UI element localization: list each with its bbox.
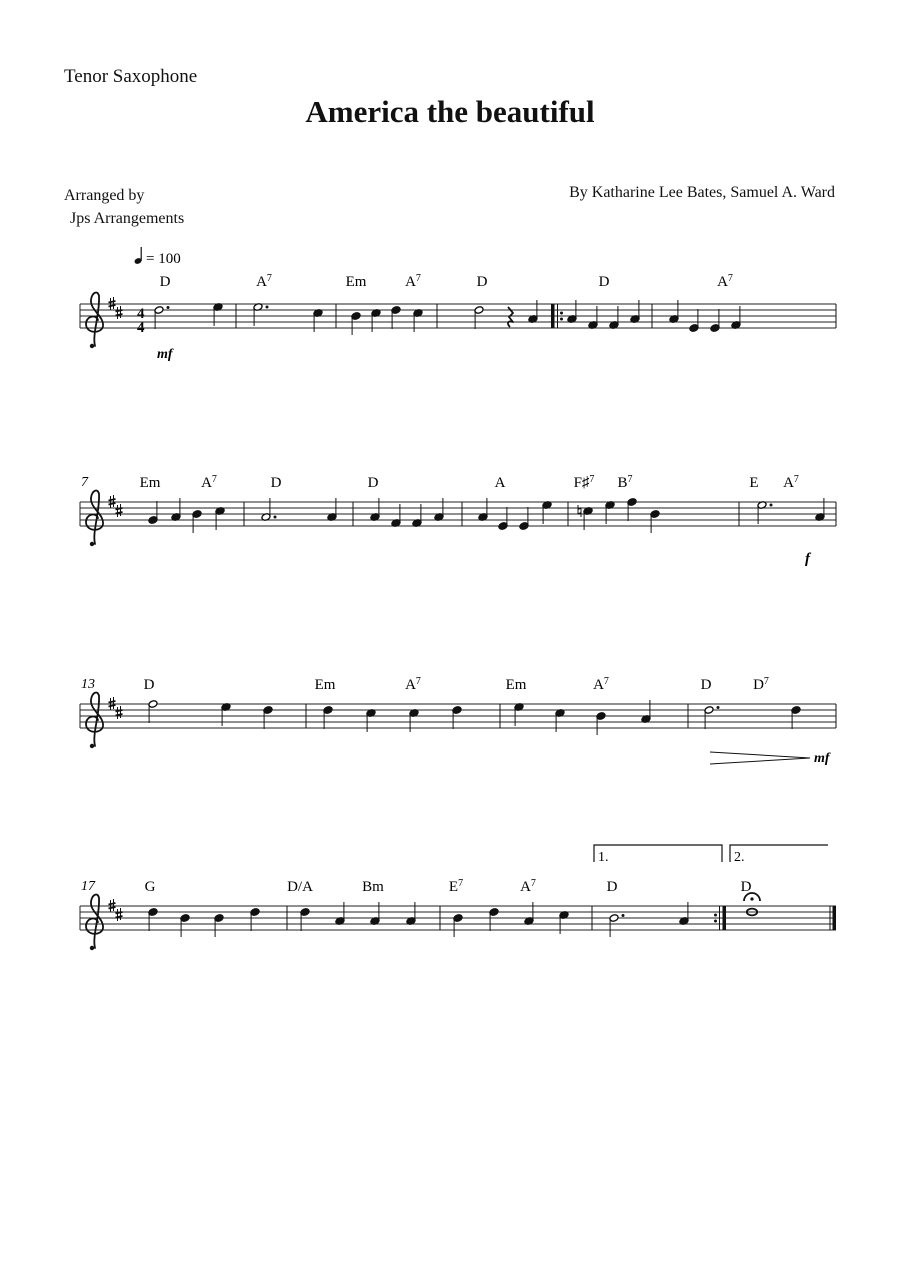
chord-symbol: $A^7$ xyxy=(717,273,733,290)
note-quarter xyxy=(627,498,637,521)
note-quarter xyxy=(409,709,419,732)
note-half xyxy=(261,498,277,521)
fermata xyxy=(744,893,760,901)
chord-symbol: Em xyxy=(139,475,161,491)
chord-symbol: D xyxy=(143,677,155,693)
chord-symbol: F♯$^7$ xyxy=(573,474,595,491)
chord-symbol: $A^7$ xyxy=(783,474,799,491)
chord-symbol: $B^7$ xyxy=(617,474,633,491)
chord-symbol: D/A xyxy=(287,879,313,895)
key-signature-f-sharp xyxy=(109,297,116,310)
measure-number-17: 17 xyxy=(81,879,95,894)
treble-clef-tail xyxy=(90,542,94,546)
note-quarter xyxy=(371,309,381,332)
note-quarter xyxy=(406,902,416,925)
note-quarter xyxy=(630,300,640,323)
chord-symbol: D xyxy=(598,274,610,290)
augmentation-dot xyxy=(770,504,773,507)
note-quarter xyxy=(391,504,401,527)
arranger-line-1: Arranged by xyxy=(64,187,145,204)
note-half xyxy=(757,501,773,524)
note-half xyxy=(154,306,170,329)
chord-row-system-3 xyxy=(144,676,769,693)
note-quarter xyxy=(335,902,345,925)
treble-clef-tail xyxy=(90,344,94,348)
treble-clef xyxy=(86,693,103,746)
note-quarter xyxy=(453,914,463,937)
note-quarter xyxy=(731,306,741,329)
chord-symbol: Em xyxy=(345,274,367,290)
note-quarter xyxy=(489,908,499,931)
chord-symbol: D xyxy=(367,475,379,491)
note-quarter xyxy=(524,902,534,925)
note-quarter xyxy=(214,914,224,937)
key-signature-f-sharp xyxy=(109,495,116,508)
dynamic-forte: f xyxy=(805,551,810,567)
chord-symbol: Bm xyxy=(362,879,384,895)
note-quarter xyxy=(669,300,679,323)
instrument-name: Tenor Saxophone xyxy=(64,66,198,87)
note-quarter xyxy=(689,309,699,332)
chord-symbol: $A^7$ xyxy=(256,273,272,290)
note-quarter xyxy=(434,498,444,521)
key-signature-f-sharp xyxy=(109,899,116,912)
chord-symbol: Em xyxy=(505,677,527,693)
arranger-line-2: Jps Arrangements xyxy=(70,210,185,227)
composer-credit: By Katharine Lee Bates, Samuel A. Ward xyxy=(569,184,835,201)
note-quarter xyxy=(412,504,422,527)
note-quarter xyxy=(650,510,660,533)
chord-symbol: D xyxy=(476,274,488,290)
measure-number-13: 13 xyxy=(81,677,95,692)
treble-clef xyxy=(86,491,103,544)
chord-symbol: $A^7$ xyxy=(405,273,421,290)
measure-number-7: 7 xyxy=(81,475,88,490)
note-quarter xyxy=(313,309,323,332)
note-quarter xyxy=(180,914,190,937)
note-half xyxy=(148,700,158,723)
note-quarter xyxy=(609,306,619,329)
chord-symbol: $A^7$ xyxy=(201,474,217,491)
chord-row-system-2 xyxy=(140,474,799,491)
decrescendo-hairpin xyxy=(710,752,810,764)
notes xyxy=(148,300,836,937)
note-quarter xyxy=(221,703,231,726)
note-quarter xyxy=(519,507,529,530)
natural-sign xyxy=(578,505,581,517)
note-quarter xyxy=(213,303,223,326)
note-quarter xyxy=(192,510,202,533)
augmentation-dot xyxy=(717,706,720,709)
note-quarter xyxy=(452,706,462,729)
chord-symbol: D xyxy=(700,677,712,693)
note-quarter xyxy=(605,501,615,524)
note-quarter xyxy=(679,902,689,925)
treble-clef-tail xyxy=(90,744,94,748)
chord-symbol: D xyxy=(270,475,282,491)
treble-clef xyxy=(86,293,103,346)
note-quarter xyxy=(559,911,569,934)
note-quarter xyxy=(351,312,361,335)
chord-symbol: G xyxy=(144,879,156,895)
note-half xyxy=(474,306,484,329)
staff-system-3 xyxy=(80,693,836,749)
tempo-marking xyxy=(134,247,181,267)
note-quarter xyxy=(514,703,524,726)
tempo-text: = 100 xyxy=(146,251,181,267)
treble-clef xyxy=(86,895,103,948)
note-half xyxy=(609,914,625,937)
first-ending-label: 1. xyxy=(598,850,609,865)
note-quarter xyxy=(148,908,158,931)
key-signature-c-sharp xyxy=(116,706,123,719)
note-quarter xyxy=(791,706,801,729)
key-signature-c-sharp xyxy=(116,504,123,517)
dynamic-mf-end: mf xyxy=(814,751,830,766)
note-quarter xyxy=(641,700,651,723)
time-signature-bottom: 4 xyxy=(137,320,145,336)
second-ending-label: 2. xyxy=(734,850,745,865)
chord-symbol: D xyxy=(159,274,171,290)
chord-symbol: Em xyxy=(314,677,336,693)
note-half xyxy=(253,303,269,326)
second-ending-bracket xyxy=(730,845,828,862)
note-quarter xyxy=(300,908,310,931)
note-quarter xyxy=(596,712,606,735)
note-quarter xyxy=(215,507,225,530)
note-quarter xyxy=(263,706,273,729)
note-quarter xyxy=(588,306,598,329)
chord-symbol: D xyxy=(740,879,752,895)
first-ending-bracket xyxy=(594,845,722,862)
key-signature-c-sharp xyxy=(116,908,123,921)
note-quarter xyxy=(327,498,337,521)
note-quarter xyxy=(815,498,825,521)
chord-symbol: $D^7$ xyxy=(753,676,769,693)
dynamic-mf-start: mf xyxy=(157,347,173,362)
chord-row-system-4 xyxy=(145,878,752,895)
treble-clef-tail xyxy=(90,946,94,950)
note-quarter xyxy=(171,498,181,521)
augmentation-dot xyxy=(167,306,170,309)
chord-row-system-1 xyxy=(160,273,733,290)
chord-symbol: $A^7$ xyxy=(593,676,609,693)
note-quarter xyxy=(370,498,380,521)
staff-system-1 xyxy=(80,293,836,349)
note-quarter xyxy=(370,902,380,925)
note-quarter xyxy=(498,507,508,530)
augmentation-dot xyxy=(274,516,277,519)
note-quarter xyxy=(555,709,565,732)
chord-symbol: $E^7$ xyxy=(448,878,464,895)
note-quarter xyxy=(323,706,333,729)
chord-symbol: E xyxy=(749,475,759,491)
note-quarter xyxy=(528,300,538,323)
key-signature-c-sharp xyxy=(116,306,123,319)
augmentation-dot xyxy=(622,914,625,917)
note-quarter xyxy=(542,501,552,524)
piece-title: America the beautiful xyxy=(305,94,595,129)
chord-symbol: A xyxy=(494,475,506,491)
note-quarter xyxy=(567,300,577,323)
note-quarter xyxy=(366,709,376,732)
note-quarter xyxy=(148,501,158,524)
note-quarter xyxy=(391,306,401,329)
note-quarter xyxy=(250,908,260,931)
chord-symbol: $A^7$ xyxy=(405,676,421,693)
note-quarter xyxy=(413,309,423,332)
time-signature xyxy=(137,306,145,336)
time-signature-top: 4 xyxy=(137,306,145,322)
note-quarter xyxy=(478,498,488,521)
note-quarter xyxy=(710,309,720,332)
note-half xyxy=(704,706,720,729)
key-signature-f-sharp xyxy=(109,697,116,710)
augmentation-dot xyxy=(266,306,269,309)
chord-symbol: $A^7$ xyxy=(520,878,536,895)
chord-symbol: D xyxy=(606,879,618,895)
